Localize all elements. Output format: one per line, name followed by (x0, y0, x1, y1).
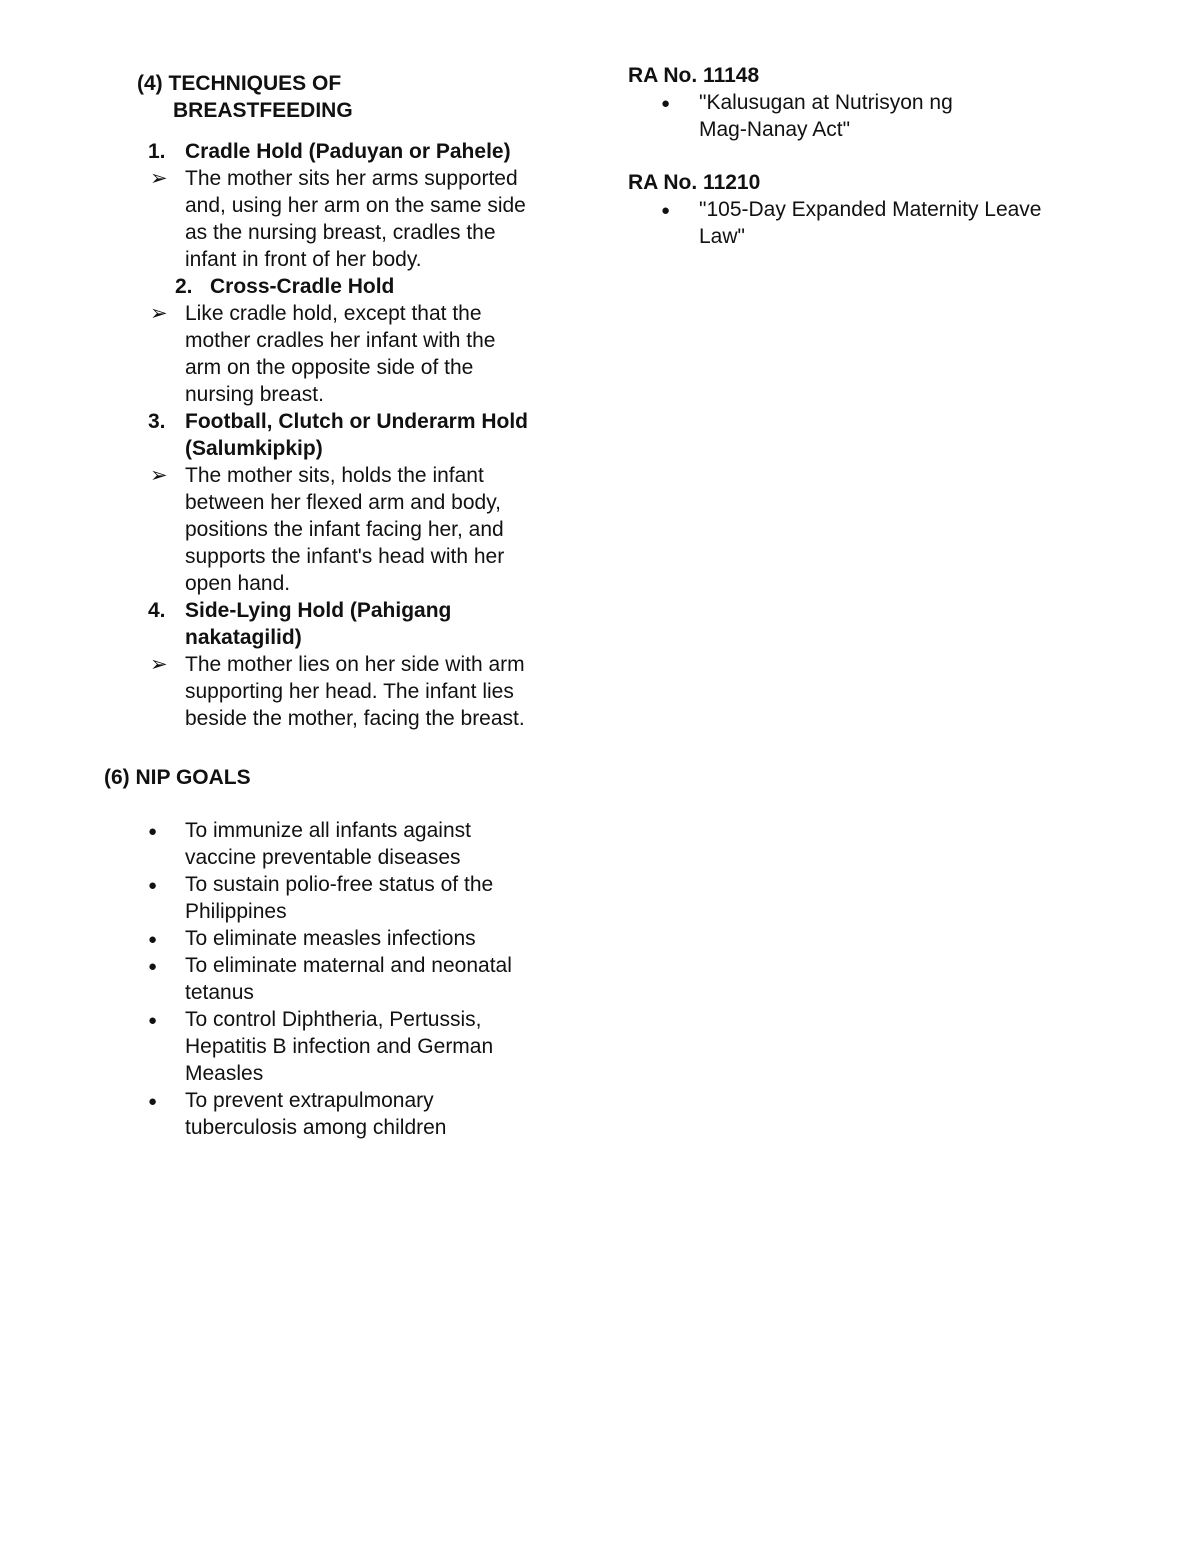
bullet-icon: ● (148, 931, 158, 948)
bullet-icon: ● (148, 1012, 158, 1029)
hold-description-line: The mother sits, holds the infant (185, 464, 484, 487)
hold-title-row (104, 138, 594, 165)
bullet-icon: ● (661, 95, 671, 112)
nip-goal-line: To immunize all infants against (185, 819, 471, 842)
arrow-bullet-icon: ➢ (150, 302, 168, 325)
hold-number: 3. (148, 410, 166, 433)
techniques-heading-line1: (4) TECHNIQUES OF (137, 72, 342, 95)
hold-item (104, 597, 594, 732)
arrow-bullet-icon: ➢ (150, 653, 168, 676)
nip-goal-item (104, 871, 594, 925)
hold-description-line: The mother sits her arms supported (185, 167, 518, 190)
nip-goal-line: Philippines (185, 900, 287, 923)
law-item (628, 62, 1108, 143)
bullet-icon: ● (661, 202, 671, 219)
nip-goal-line: tuberculosis among children (185, 1116, 447, 1139)
hold-title-line: Side-Lying Hold (Pahigang (185, 599, 452, 622)
hold-description-line: supports the infant's head with her (185, 545, 505, 568)
hold-title-row (104, 597, 594, 651)
nip-goal-line: Hepatitis B infection and German (185, 1035, 494, 1058)
nip-goal-line: To control Diphtheria, Pertussis, (185, 1008, 482, 1031)
hold-description-line: mother cradles her infant with the (185, 329, 496, 352)
law-title-line: "105-Day Expanded Maternity Leave (699, 198, 1042, 221)
hold-description-line: nursing breast. (185, 383, 324, 406)
hold-description-line: beside the mother, facing the breast. (185, 707, 525, 730)
hold-description-line: positions the infant facing her, and (185, 518, 504, 541)
law-title-line: Mag-Nanay Act" (699, 118, 851, 141)
hold-description (104, 300, 594, 408)
law-item (628, 169, 1108, 250)
hold-description-line: and, using her arm on the same side (185, 194, 526, 217)
hold-title-line: Cross-Cradle Hold (210, 275, 395, 298)
right-column (628, 62, 1108, 250)
techniques-heading-line2: BREASTFEEDING (173, 99, 353, 122)
nip-goal-line: To eliminate measles infections (185, 927, 476, 950)
breastfeeding-holds-list (104, 138, 594, 732)
hold-description (104, 462, 594, 597)
nip-goal-line: To prevent extrapulmonary (185, 1089, 434, 1112)
nip-goal-item (104, 1087, 594, 1141)
hold-title-row (104, 408, 594, 462)
hold-title-row (104, 273, 594, 300)
nip-goal-line: tetanus (185, 981, 254, 1004)
hold-number: 4. (148, 599, 166, 622)
hold-item (104, 408, 594, 597)
hold-number: 2. (175, 275, 193, 298)
hold-description (104, 651, 594, 732)
bullet-icon: ● (148, 958, 158, 975)
hold-description (104, 165, 594, 273)
law-number: RA No. 11210 (628, 171, 761, 194)
hold-title-line: nakatagilid) (185, 626, 302, 649)
nip-goal-line: To eliminate maternal and neonatal (185, 954, 512, 977)
nip-goal-item (104, 952, 594, 1006)
arrow-bullet-icon: ➢ (150, 167, 168, 190)
bullet-icon: ● (148, 1093, 158, 1110)
hold-number: 1. (148, 140, 166, 163)
law-title-line: Law" (699, 225, 745, 248)
left-column (104, 70, 594, 1141)
law-title (628, 89, 1108, 143)
nip-goal-item (104, 1006, 594, 1087)
nip-goal-item (104, 817, 594, 871)
hold-description-line: between her flexed arm and body, (185, 491, 501, 514)
hold-title-line: Football, Clutch or Underarm Hold (185, 410, 529, 433)
law-number: RA No. 11148 (628, 64, 760, 87)
hold-description-line: arm on the opposite side of the (185, 356, 474, 379)
hold-item (104, 273, 594, 408)
bullet-icon: ● (148, 823, 158, 840)
hold-description-line: Like cradle hold, except that the (185, 302, 482, 325)
nip-goals-heading: (6) NIP GOALS (104, 766, 251, 789)
hold-item (104, 138, 594, 273)
laws-list (628, 62, 1108, 250)
law-gap (628, 143, 1108, 169)
nip-goal-item (104, 925, 594, 952)
hold-description-line: supporting her head. The infant lies (185, 680, 514, 703)
hold-description-line: The mother lies on her side with arm (185, 653, 525, 676)
nip-goal-line: To sustain polio-free status of the (185, 873, 494, 896)
hold-title-line: Cradle Hold (Paduyan or Pahele) (185, 140, 511, 163)
nip-goal-line: vaccine preventable diseases (185, 846, 461, 869)
hold-description-line: as the nursing breast, cradles the (185, 221, 496, 244)
bullet-icon: ● (148, 877, 158, 894)
hold-description-line: open hand. (185, 572, 291, 595)
arrow-bullet-icon: ➢ (150, 464, 168, 487)
nip-goals-list (104, 817, 594, 1141)
law-title-line: "Kalusugan at Nutrisyon ng (699, 91, 953, 114)
nip-goal-line: Measles (185, 1062, 264, 1085)
hold-title-line: (Salumkipkip) (185, 437, 323, 460)
hold-description-line: infant in front of her body. (185, 248, 422, 271)
law-title (628, 196, 1108, 250)
techniques-heading (104, 70, 594, 124)
